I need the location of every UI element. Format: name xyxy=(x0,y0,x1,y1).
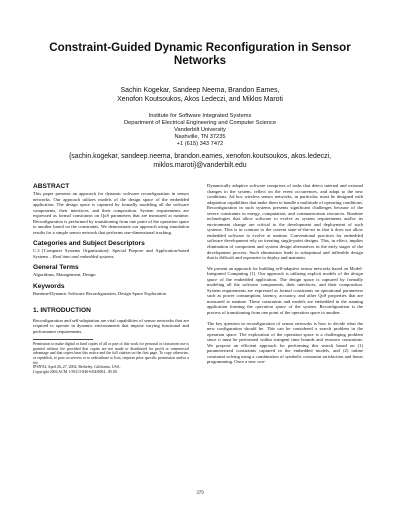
para2-part-c: of the system. Reconfiguration is the process of transitioning from one point of the operation space to another. xyxy=(207,304,363,316)
copyright-venue: IPSN'04, April 26–27, 2004, Berkeley, California, USA. xyxy=(33,365,121,370)
emails-line-1: {sachin.kogekar, sandeep.neema, brandon.eames, xenofon.koutsoukos, akos.ledeczi, xyxy=(68,153,331,160)
title-line-1: Constraint-Guided Dynamic Reconfiguration in Sensor xyxy=(49,41,351,54)
affiliation-department: Department of Electrical Engineering and Computer Science xyxy=(123,119,277,126)
categories-main: C.3 [Computer Systems Organization]: Special Purpose and Application-based Systems – xyxy=(33,248,189,259)
affiliation-city: Nashville, TN 37235 xyxy=(174,133,226,140)
copyright-line: Copyright 2004 ACM 1-58113-846-6/04/0004...$5.00. xyxy=(33,369,118,374)
authors-line-1: Sachin Kogekar, Sandeep Neema, Brandon Eames, xyxy=(120,87,280,94)
general-terms-heading: General Terms xyxy=(33,264,79,272)
para2-part-b: of the embedded application. The design space is captured by formally modeling all the software components, their interfaces, and their composition. System requirements are expressed as formal constraints on operational parameters such as power consumption, latency, accuracy, and other QoS properties that are measured at runtime. These constraints and models are embedded in the running application forming the xyxy=(207,276,363,310)
categories-italic: Real time and embedded systems. xyxy=(52,253,115,259)
introduction-heading: 1. INTRODUCTION xyxy=(33,306,91,314)
footnote-rule xyxy=(33,339,93,340)
emails-line-2: miklos.maroti}@vanderbilt.edu xyxy=(153,161,247,169)
copyright-notice: Permission to make digital or hard copies of all or part of this work for personal or classroom use is granted without fee provided that copies are not made or distributed for profit or commercial advantage and that copies bear this notice and the full citation on the first page. To copy otherwise, or republish, to post on servers or to redistribute to lists, requires prior specific permission and/or a fee. xyxy=(33,342,189,365)
authors-line-2: Xenofon Koutsoukos, Akos Ledeczi, and Miklos Maroti xyxy=(117,96,283,104)
affiliation-institute: Institute for Software Integrated Systems xyxy=(148,113,252,119)
page-number: 379 xyxy=(196,491,204,496)
author-emails xyxy=(40,153,360,170)
intro-paragraph-1: Dynamically adaptive software comprises of tasks that detect internal and external changes to the system, reflect on the event occurrences, and adapt to the new conditions. Ad hoc wireless sensor networks, in particular, must be designed with adaptation capabilities that make them to handle a multitude of operating conditions. Reconfiguration in such systems presents significant challenges because of the severe constraints in energy, computation, and communication resources. Runtime technologies that allow software to evolve as system requirements and/or its environment change are critical to the development and deployment of such systems. This is in contrast to the current state-of-the-art in that it does not allow embedded software to evolve at runtime. Conventional practices for embedded software development rely on iterating single-point designs. This, in effect, implies elimination of component and system design alternatives in the early stages of the development process. Such elimination leads to suboptimal and inflexible design that is difficult and expensive to deploy and maintain. xyxy=(207,183,363,261)
paper-title xyxy=(40,41,360,68)
para2-part-a: We present an approach for building self-adaptive sensor networks based on Model-Integrated Computing [1]. Our approach is utilizing explicit models of the xyxy=(207,265,363,277)
title-line-2: Networks xyxy=(173,54,227,68)
para2-operation-space: operation space xyxy=(255,304,287,310)
categories-text xyxy=(33,248,189,259)
intro-paragraph-2 xyxy=(207,266,363,316)
keywords-heading: Keywords xyxy=(33,283,65,291)
abstract-heading: ABSTRACT xyxy=(33,183,70,190)
introduction-text: Reconfiguration and self-adaptation are vital capabilities of sensor networks that are required to operate in dynamic environments that impose varying functional and performance requirements. xyxy=(33,317,189,334)
affiliation-phone: +1 (615) 343 7472 xyxy=(176,140,224,147)
categories-heading: Categories and Subject Descriptors xyxy=(33,240,145,248)
keywords-text: Runtime/Dynamic Software Reconfiguration, Design Space Exploration xyxy=(33,291,166,297)
left-column xyxy=(33,183,189,374)
general-terms-text: Algorithms, Management, Design xyxy=(33,272,96,278)
copyright-box xyxy=(33,339,189,374)
abstract-text: This paper presents an approach for dynamic software reconfiguration in sensor networks. Our approach utilizes models of the design space of the embedded application. The design space is captured by formally modeling all the software components, their interfaces, and their composition. System requirements are expressed as formal constraints on QoS parameters that are measured at runtime. Reconfiguration is performed by transitioning from one point of the operation space to another based on the constraints. We demonstrate our approach using simulation results for a simple sensor network that performs one-dimensional tracking. xyxy=(33,191,189,235)
intro-paragraph-3: The key question in reconfiguration of sensor networks is how to decide what the new configuration should be. This can be considered a search problem in the operation space. The exploration of the operation space is a challenging problem since it must be performed within stringent time bounds and resource constraints. We propose an efficient approach for performing this search based on (1) parameterized constraints captured in the embedded models, and (2) online constraint solving using a combination of symbolic constraint satisfaction and linear programming. Once a new con- xyxy=(207,320,363,365)
para2-design-space: design space xyxy=(207,271,363,282)
right-column xyxy=(207,183,363,365)
affiliation-university: Vanderbilt University xyxy=(174,126,226,133)
author-list xyxy=(40,86,360,104)
affiliation-block xyxy=(40,113,360,148)
